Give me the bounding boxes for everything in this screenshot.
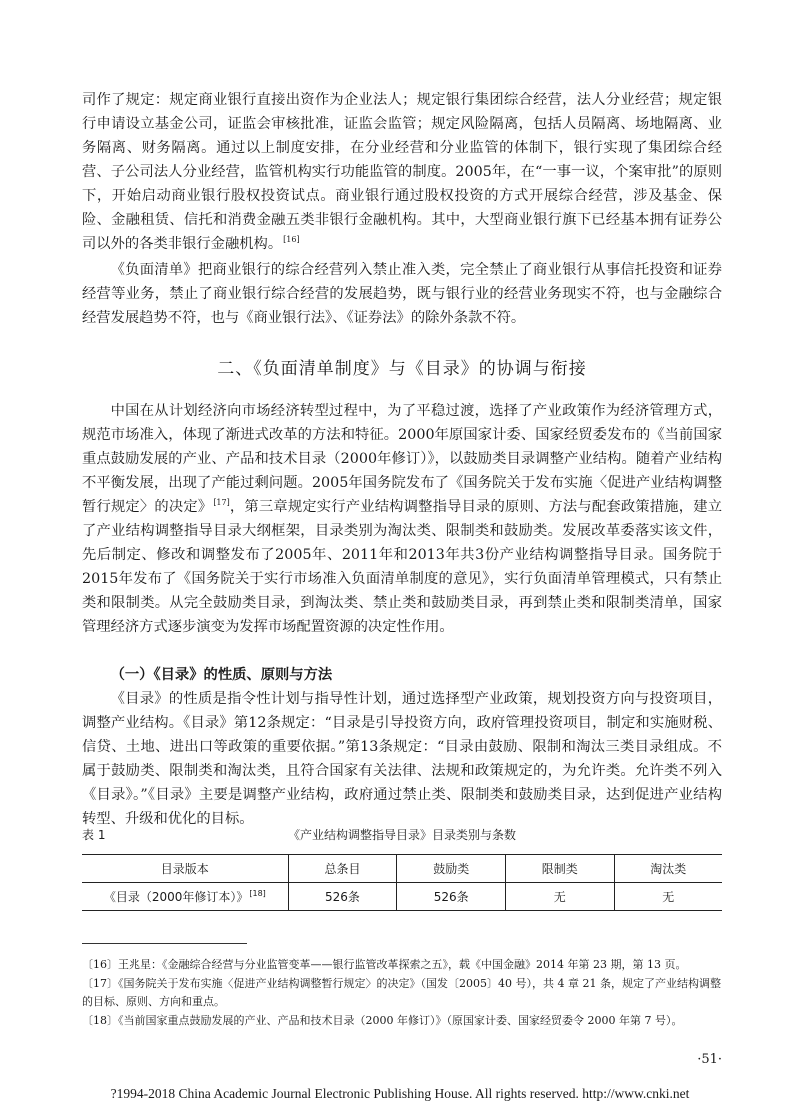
table-header-row xyxy=(82,855,722,883)
header-eliminated: 淘汰类 xyxy=(614,855,722,883)
cell-version-text: 《目录（2000年修订本）》 xyxy=(103,890,249,904)
body-paragraph-3 xyxy=(82,399,722,639)
footnote-18: 〔18〕《当前国家重点鼓励发展的产业、产品和技术目录（2000 年修订）》（原国家计委、国家经贸委令 2000 年第 7 号）。 xyxy=(82,1014,683,1027)
section-heading: 二、《负面清单制度》与《目录》的协调与衔接 xyxy=(217,359,587,379)
cell-encouraged: 526条 xyxy=(397,883,506,911)
table-label: 表 1 xyxy=(82,828,106,842)
cell-total: 526条 xyxy=(288,883,397,911)
reference-marker[interactable]: [16] xyxy=(283,235,300,245)
cell-eliminated: 无 xyxy=(614,883,722,911)
reference-marker[interactable]: [17] xyxy=(213,498,230,508)
cell-restricted: 无 xyxy=(506,883,614,911)
footnote-16: 〔16〕王兆星：《金融综合经营与分业监管变革——银行监管改革探索之五》，载《中国金融》2014 年第 23 期，第 13 页。 xyxy=(82,958,687,971)
body-paragraph-1 xyxy=(82,88,722,256)
subsection-heading: （一）《目录》的性质、原则与方法 xyxy=(110,667,333,683)
header-restricted: 限制类 xyxy=(506,855,614,883)
cell-version xyxy=(82,883,288,911)
reference-marker[interactable]: [18] xyxy=(249,889,266,898)
catalog-table xyxy=(82,854,722,911)
header-encouraged: 鼓励类 xyxy=(397,855,506,883)
paragraph-text: ，第三章规定实行产业结构调整指导目录的原则、方法与配套政策措施，建立了产业结构调整指导目录大纲框架，目录类别为淘汰类、限制类和鼓励类。发展改革委落实该文件，先后制定、修改和调整发布了2005年、2011年和2013年共3份产业结构调整指导目录。国务院于2015年发布了《国务院关于实行市场准入负面清单制度的意见》，实行负面清单管理模式，只有禁止类和限制类。从完全鼓励类目录，到淘汰类、禁止类和鼓励类目录，再到禁止类和限制类清单，国家管理经济方式逐步演变为发挥市场配置资源的决定性作用。 xyxy=(82,499,723,635)
footnote-divider xyxy=(82,943,247,944)
paragraph-text: 中国在从计划经济向市场经济转型过程中，为了平稳过渡，选择了产业政策作为经济管理方式，规范市场准入，体现了渐进式改革的方法和特征。2000年原国家计委、国家经贸委发布的《当前国家重点鼓励发展的产业、产品和技术目录（2000年修订）》，以鼓励类目录调整产业结构。随着产业结构不平衡发展，出现了产能过剩问题。2005年国务院发布了《国务院关于发布实施〈促进产业结构调整暂行规定〉的决定》 xyxy=(82,403,722,515)
header-total: 总条目 xyxy=(288,855,397,883)
page-number: ·51· xyxy=(697,1052,722,1067)
footnote-17: 〔17〕《国务院关于发布实施〈促进产业结构调整暂行规定〉的决定》（国发〔2005〕40 号），共 4 章 21 条，规定了产业结构调整的目标、原则、方向和重点。 xyxy=(82,977,721,1008)
body-paragraph-4: 《目录》的性质是指令性计划与指导性计划，通过选择型产业政策，规划投资方向与投资项目，调整产业结构。《目录》第12条规定：“目录是引导投资方向，政府管理投资项目，制定和实施财税、信贷、土地、进出口等政策的重要依据。”第13条规定：“目录由鼓励、限制和淘汰三类目录组成。不属于鼓励类、限制类和淘汰类，且符合国家有关法律、法规和政策规定的，为允许类。允许类不列入《目录》。”《目录》主要是调整产业结构，政府通过禁止类、限制类和鼓励类目录，达到促进产业结构转型、升级和优化的目标。 xyxy=(82,691,722,827)
table-row xyxy=(82,883,722,911)
paragraph-text: 司作了规定：规定商业银行直接出资作为企业法人；规定银行集团综合经营，法人分业经营；规定银行申请设立基金公司，证监会审核批准，证监会监管；规定风险隔离，包括人员隔离、场地隔离、业务隔离、财务隔离。通过以上制度安排，在分业经营和分业监管的体制下，银行实现了集团综合经营、子公司法人分业经营，监管机构实行功能监管的制度。2005年，在“一事一议，个案审批”的原则下，开始启动商业银行股权投资试点。商业银行通过股权投资的方式开展综合经营，涉及基金、保险、金融租赁、信托和消费金融五类非银行金融机构。其中，大型商业银行旗下已经基本拥有证券公司以外的各类非银行金融机构。 xyxy=(82,92,722,252)
body-paragraph-2: 《负面清单》把商业银行的综合经营列入禁止准入类，完全禁止了商业银行从事信托投资和证券经营等业务，禁止了商业银行综合经营的发展趋势，既与银行业的经营业务现实不符，也与金融综合经营发展趋势不符，也与《商业银行法》、《证券法》的除外条款不符。 xyxy=(82,262,722,326)
table-title: 《产业结构调整指导目录》目录类别与条数 xyxy=(287,828,516,842)
copyright-footer: ?1994-2018 China Academic Journal Electronic Publishing House. All rights reserved. http://www.cnki.net xyxy=(110,1086,690,1101)
header-version: 目录版本 xyxy=(82,855,288,883)
